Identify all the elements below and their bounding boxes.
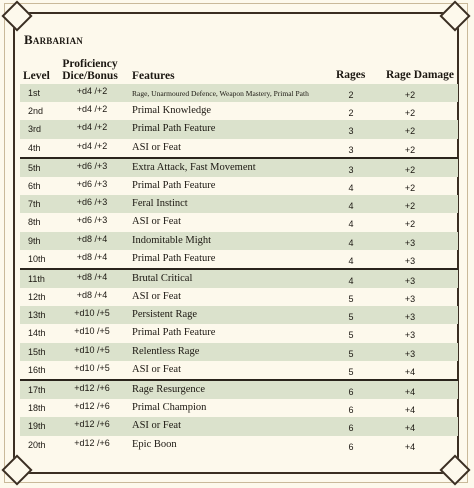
table-row — [20, 306, 458, 324]
proficiency-cell: +d4 /+2 — [76, 86, 108, 96]
table-row — [20, 102, 458, 120]
table-row — [20, 157, 458, 177]
level-cell: 6th — [28, 180, 41, 191]
table-body — [20, 84, 458, 454]
features-cell: Rage, Unarmoured Defence, Weapon Mastery, Primal Path — [132, 89, 309, 98]
rage-damage-cell: +2 — [404, 219, 416, 230]
rage-damage-cell: +3 — [404, 255, 416, 266]
table-row — [20, 232, 458, 250]
rages-cell: 6 — [348, 405, 354, 416]
header-rage-damage: Rage Damage — [386, 69, 455, 81]
rages-cell: 2 — [348, 90, 354, 100]
table-row — [20, 288, 458, 306]
level-cell: 14th — [28, 328, 46, 339]
features-cell: Primal Path Feature — [132, 179, 216, 191]
rage-damage-cell: +3 — [404, 330, 416, 341]
rage-damage-cell: +4 — [404, 423, 416, 434]
features-cell: Primal Knowledge — [132, 105, 212, 117]
rage-damage-cell: +2 — [404, 126, 416, 137]
level-cell: 7th — [28, 199, 41, 210]
features-cell: Feral Instinct — [132, 198, 188, 210]
features-cell: Brutal Critical — [132, 272, 193, 284]
proficiency-cell: +d6 /+3 — [76, 215, 108, 226]
features-cell: Extra Attack, Fast Movement — [132, 161, 256, 173]
header-features: Features — [132, 70, 175, 82]
features-cell: Persistent Rage — [132, 309, 198, 321]
rages-cell: 4 — [348, 275, 354, 286]
table-row — [20, 417, 458, 435]
rage-damage-cell: +3 — [404, 348, 416, 359]
proficiency-cell: +d10 /+5 — [74, 308, 110, 319]
features-cell: Primal Path Feature — [132, 123, 216, 135]
proficiency-cell: +d4 /+2 — [76, 104, 108, 115]
proficiency-cell: +d4 /+2 — [76, 122, 108, 133]
proficiency-cell: +d8 /+4 — [76, 233, 108, 244]
rages-cell: 3 — [348, 144, 354, 155]
rage-damage-cell: +2 — [404, 182, 416, 193]
rages-cell: 5 — [348, 294, 354, 305]
rages-cell: 6 — [348, 441, 354, 452]
rages-cell: 4 — [348, 219, 354, 230]
level-cell: 15th — [28, 346, 46, 357]
rages-cell: 4 — [348, 237, 354, 248]
features-cell: ASI or Feat — [132, 141, 181, 153]
level-cell: 2nd — [28, 106, 44, 117]
proficiency-cell: +d8 /+4 — [76, 271, 108, 282]
rages-cell: 5 — [348, 330, 354, 341]
features-cell: Primal Champion — [132, 402, 207, 414]
header-proficiency-line2: Dice/Bonus — [62, 70, 118, 82]
table-title: Barbarian — [24, 32, 83, 47]
class-table — [20, 56, 458, 454]
table-row — [20, 120, 458, 138]
rages-cell: 4 — [348, 201, 354, 212]
table-row — [20, 343, 458, 361]
table-row — [20, 268, 458, 288]
proficiency-cell: +d8 /+4 — [76, 290, 108, 301]
proficiency-cell: +d10 /+5 — [74, 362, 110, 373]
header-proficiency — [58, 58, 122, 82]
header-rages: Rages — [336, 69, 366, 81]
rages-cell: 4 — [348, 255, 354, 266]
rages-cell: 6 — [348, 387, 354, 397]
table-row — [20, 195, 458, 213]
rage-damage-cell: +3 — [404, 237, 416, 248]
proficiency-cell: +d6 /+3 — [76, 178, 108, 189]
proficiency-cell: +d12 /+6 — [74, 383, 110, 393]
rages-cell: 3 — [348, 164, 354, 175]
level-cell: 18th — [28, 403, 46, 414]
level-cell: 16th — [28, 364, 46, 375]
rage-damage-cell: +2 — [404, 90, 416, 100]
proficiency-cell: +d6 /+3 — [76, 197, 108, 208]
rage-damage-cell: +4 — [404, 405, 416, 416]
table-row — [20, 436, 458, 454]
features-cell: Primal Path Feature — [132, 327, 216, 339]
rages-cell: 6 — [348, 423, 354, 434]
proficiency-cell: +d10 /+5 — [74, 344, 110, 355]
table-row — [20, 361, 458, 379]
rage-damage-cell: +3 — [404, 275, 416, 286]
rages-cell: 4 — [348, 182, 354, 193]
features-cell: ASI or Feat — [132, 420, 181, 432]
proficiency-cell: +d4 /+2 — [76, 140, 108, 151]
features-cell: Rage Resurgence — [132, 384, 205, 395]
table-row — [20, 139, 458, 157]
proficiency-cell: +d12 /+6 — [74, 401, 110, 412]
features-cell: Epic Boon — [132, 438, 177, 450]
level-cell: 13th — [28, 310, 46, 321]
rages-cell: 5 — [348, 366, 354, 377]
features-cell: Indomitable Might — [132, 234, 212, 246]
header-level: Level — [23, 70, 50, 82]
features-cell: Relentless Rage — [132, 345, 200, 357]
level-cell: 8th — [28, 217, 41, 228]
level-cell: 4th — [28, 142, 41, 153]
level-cell: 12th — [28, 292, 46, 303]
rage-damage-cell: +2 — [404, 164, 416, 175]
level-cell: 19th — [28, 421, 46, 432]
level-cell: 3rd — [28, 124, 42, 135]
table-header — [20, 56, 458, 84]
proficiency-cell: +d12 /+6 — [74, 419, 110, 430]
features-cell: ASI or Feat — [132, 363, 181, 375]
features-cell: ASI or Feat — [132, 291, 181, 303]
rage-damage-cell: +4 — [404, 366, 416, 377]
rages-cell: 2 — [348, 108, 354, 119]
rage-damage-cell: +3 — [404, 312, 416, 323]
proficiency-cell: +d12 /+6 — [74, 437, 110, 448]
table-row — [20, 379, 458, 399]
level-cell: 17th — [28, 385, 46, 395]
level-cell: 10th — [28, 253, 46, 264]
level-cell: 5th — [28, 162, 41, 173]
level-cell: 9th — [28, 235, 41, 246]
rage-damage-cell: +2 — [404, 144, 416, 155]
table-row — [20, 324, 458, 342]
table-row — [20, 84, 458, 102]
rages-cell: 3 — [348, 126, 354, 137]
header-proficiency-line1: Proficiency — [62, 58, 118, 70]
table-row — [20, 213, 458, 231]
rage-damage-cell: +3 — [404, 294, 416, 305]
proficiency-cell: +d8 /+4 — [76, 251, 108, 262]
level-cell: 11th — [28, 273, 45, 284]
rage-damage-cell: +4 — [404, 387, 416, 397]
features-cell: Primal Path Feature — [132, 252, 216, 264]
table-row — [20, 250, 458, 268]
rage-damage-cell: +2 — [404, 108, 416, 119]
proficiency-cell: +d10 /+5 — [74, 326, 110, 337]
proficiency-cell: +d6 /+3 — [76, 160, 108, 171]
rage-damage-cell: +2 — [404, 201, 416, 212]
rages-cell: 5 — [348, 312, 354, 323]
level-cell: 20th — [28, 439, 46, 450]
features-cell: ASI or Feat — [132, 216, 181, 228]
table-row — [20, 399, 458, 417]
level-cell: 1st — [28, 88, 41, 98]
table-row — [20, 177, 458, 195]
rages-cell: 5 — [348, 348, 354, 359]
rage-damage-cell: +4 — [404, 441, 416, 452]
